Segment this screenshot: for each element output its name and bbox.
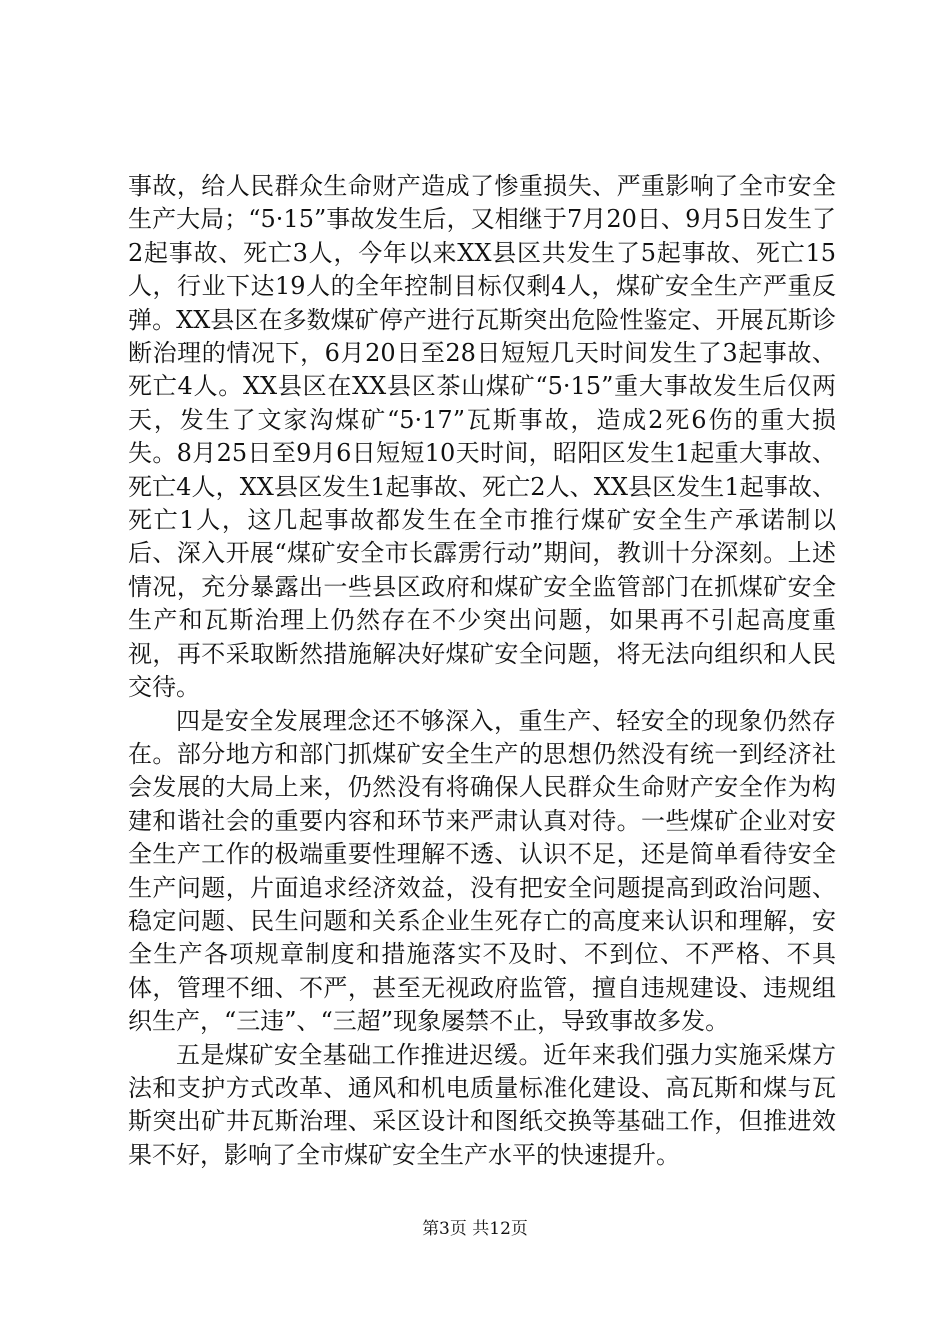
paragraph-continuation: 事故，给人民群众生命财产造成了惨重损失、严重影响了全市安全生产大局；“5·15”事故发生后，又相继于7月20日、9月5日发生了2起事故、死亡3人，今年以来XX县区共发生了5起事故、死亡15人，行业下达19人的全年控制目标仅剩4人，煤矿安全生产严重反弹。XX县区在多数煤矿停产进行瓦斯突出危险性鉴定、开展瓦斯诊断治理的情况下，6月20日至28日短短几天时间发生了3起事故、死亡4人。XX县区在XX县区茶山煤矿“5·15”重大事故发生后仅两天，发生了文家沟煤矿“5·17”瓦斯事故，造成2死6伤的重大损失。8月25日至9月6日短短10天时间，昭阳区发生1起重大事故、死亡4人，XX县区发生1起事故、死亡2人、XX县区发生1起事故、死亡1人，这几起事故都发生在全市推行煤矿安全生产承诺制以后、深入开展“煤矿安全市长霹雳行动”期间，教训十分深刻。上述情况，充分暴露出一些县区政府和煤矿安全监管部门在抓煤矿安全生产和瓦斯治理上仍然存在不少突出问题，如果再不引起高度重视，再不采取断然措施解决好煤矿安全问题，将无法向组织和人民交待。	[128, 172, 836, 702]
page-number-footer: 第3页 共12页	[422, 1219, 528, 1239]
paragraph-point-four: 四是安全发展理念还不够深入，重生产、轻安全的现象仍然存在。部分地方和部门抓煤矿安全生产的思想仍然没有统一到经济社会发展的大局上来，仍然没有将确保人民群众生命财产安全作为构建和谐社会的重要内容和环节来严肃认真对待。一些煤矿企业对安全生产工作的极端重要性理解不透、认识不足，还是简单看待安全生产问题，片面追求经济效益，没有把安全问题提高到政治问题、稳定问题、民生问题和关系企业生死存亡的高度来认识和理解，安全生产各项规章制度和措施落实不及时、不到位、不严格、不具体，管理不细、不严，甚至无视政府监管，擅自违规建设、违规组织生产，“三违”、“三超”现象屡禁不止，导致事故多发。	[128, 706, 836, 1036]
document-body	[128, 170, 836, 1172]
paragraph-point-five: 五是煤矿安全基础工作推进迟缓。近年来我们强力实施采煤方法和支护方式改革、通风和机电质量标准化建设、高瓦斯和煤与瓦斯突出矿井瓦斯治理、采区设计和图纸交换等基础工作，但推进效果不好，影响了全市煤矿安全生产水平的快速提升。	[128, 1040, 836, 1169]
